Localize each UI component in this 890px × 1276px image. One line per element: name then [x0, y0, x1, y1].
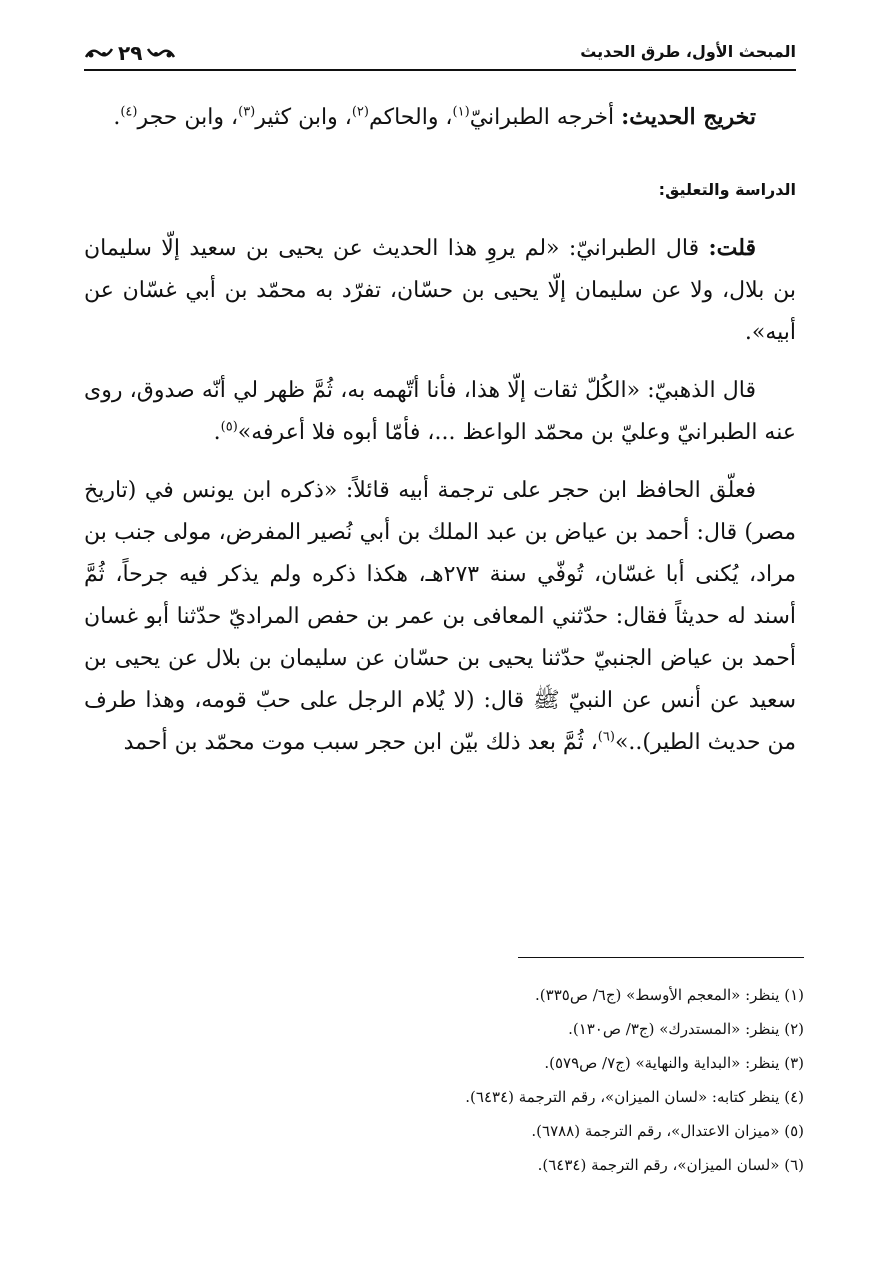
- footnote-ref-3: (٣): [238, 104, 256, 120]
- main-text: [84, 96, 796, 764]
- page-number-ornament: [84, 38, 176, 68]
- footnote-separator: [518, 957, 804, 958]
- paragraph-3-text: ، ثُمَّ بعد ذلك بيّن ابن حجر سبب موت محمّد بن أحمد: [123, 730, 598, 755]
- takhrij-label: تخريج الحديث:: [621, 104, 756, 130]
- takhrij-text: ، والحاكم: [368, 105, 453, 130]
- paragraph-2-text: قال الذهبيّ: «الكُلّ ثقات إلّا هذا، فأنا أتّهمه به، ثُمَّ ظهر لي أنّه صدوق، روى عنه الطبرانيّ وعليّ بن محمّد الواعظ ...، فأمّا أبوه فلا أعرفه»: [84, 378, 796, 445]
- right-ornament-icon: [146, 45, 176, 61]
- footnote-ref-4: (٤): [120, 104, 138, 120]
- footnote-6: (٦) «لسان الميزان»، رقم الترجمة (٦٤٣٤).: [537, 1156, 804, 1174]
- footnote-ref-2: (٢): [351, 104, 369, 120]
- takhrij-text: أخرجه الطبرانيّ: [469, 105, 622, 130]
- footnote-5: (٥) «ميزان الاعتدال»، رقم الترجمة (٦٧٨٨).: [531, 1122, 804, 1140]
- paragraph-2: [84, 370, 796, 454]
- footnote-2: (٢) ينظر: «المستدرك» (ج٣/ ص١٣٠).: [568, 1020, 804, 1038]
- paragraph-1: [84, 227, 796, 354]
- section-heading: الدراسة والتعليق:: [658, 180, 796, 199]
- paragraph-1-text: قال الطبرانيّ: «لم يروِ هذا الحديث عن يحيى بن سعيد إلّا سليمان بن بلال، ولا عن سليمان إلّا يحيى بن حسّان، تفرّد به محمّد بن أبي غسّان عن أبيه».: [84, 236, 796, 345]
- takhrij-text: ، وابن كثير: [255, 105, 352, 130]
- footnote-1: (١) ينظر: «المعجم الأوسط» (ج٦/ ص٣٣٥).: [535, 986, 804, 1004]
- footnote-4: (٤) ينظر كتابه: «لسان الميزان»، رقم الترجمة (٦٤٣٤).: [465, 1088, 804, 1106]
- takhrij-paragraph: [84, 96, 796, 139]
- header-rule: [84, 69, 796, 71]
- takhrij-text: .: [113, 105, 121, 130]
- left-ornament-icon: [84, 45, 114, 61]
- page-number: ٢٩: [118, 41, 143, 65]
- takhrij-text: ، وابن حجر: [137, 105, 239, 130]
- footnotes: [244, 978, 804, 1182]
- paragraph-1-label: قلت:: [708, 235, 756, 261]
- header-title: المبحث الأول، طرق الحديث: [580, 42, 796, 61]
- paragraph-3-text: فعلّق الحافظ ابن حجر على ترجمة أبيه قائلاً: «ذكره ابن يونس في (تاريخ مصر) قال: أحمد بن عياض بن عبد الملك بن أبي نُصير المفرض، مولى جنب بن مراد، يُكنى أبا غسّان، تُوفّي سنة ٢٧٣هـ، هكذا ذكره ولم يذكر فيه جرحاً، ثُمَّ أسند له حديثاً فقال: حدّثني المعافى بن عمر بن حفص المراديّ حدّثنا أبو غسان أحمد بن عياض الجنبيّ حدّثنا يحيى بن حسّان عن سليمان بن بلال عن يحيى بن سعيد عن أنس عن النبيّ ﷺ قال: (لا يُلام الرجل على حبّ قومه، وهذا طرف من حديث الطير)..»: [84, 478, 796, 755]
- running-header: [84, 38, 796, 74]
- footnote-ref-5: (٥): [220, 419, 238, 435]
- paragraph-2-tail: .: [213, 420, 221, 445]
- footnote-ref-1: (١): [452, 104, 470, 120]
- paragraph-3: [84, 470, 796, 764]
- footnote-ref-6: (٦): [597, 729, 615, 745]
- footnote-3: (٣) ينظر: «البداية والنهاية» (ج٧/ ص٥٧٩).: [544, 1054, 804, 1072]
